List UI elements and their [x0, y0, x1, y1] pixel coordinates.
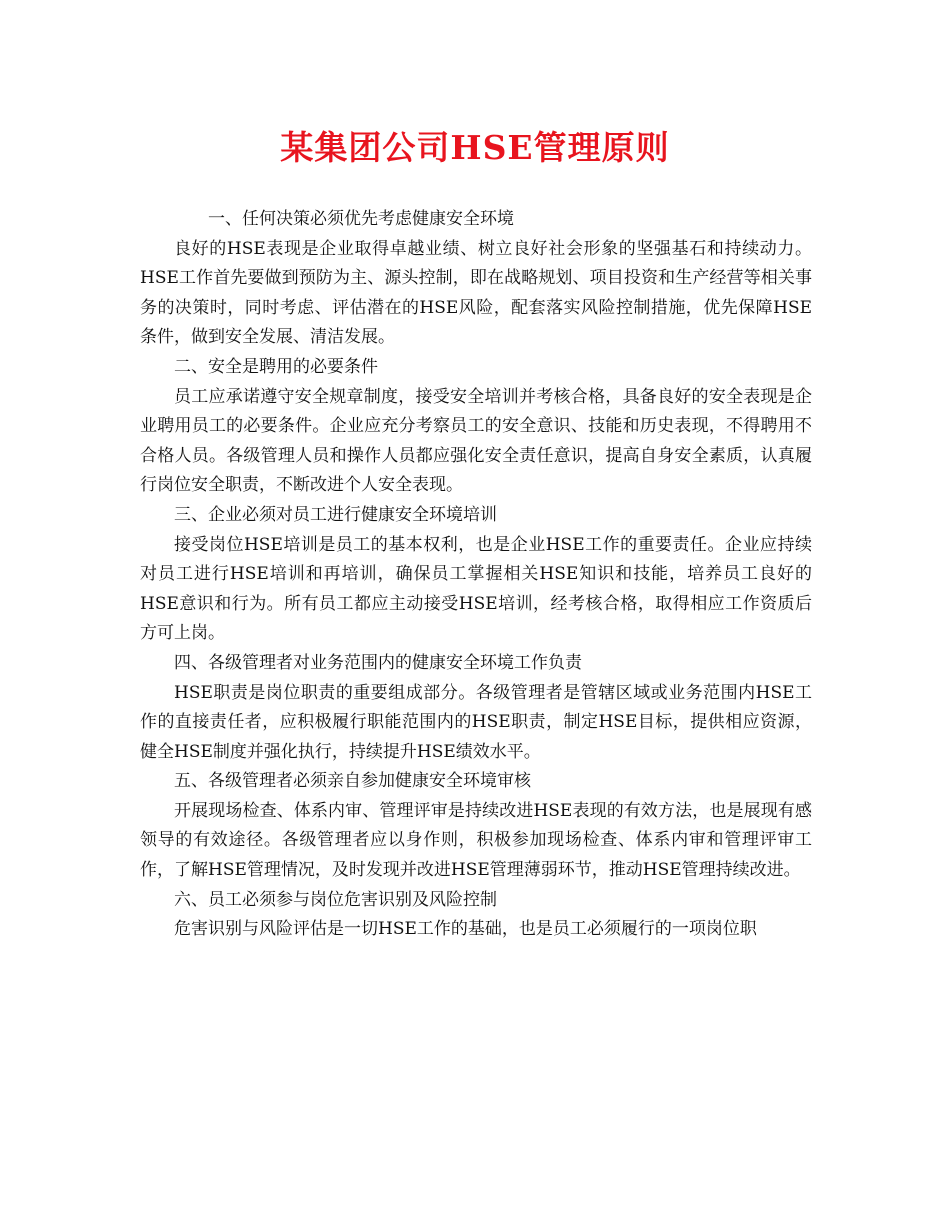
section-heading-3: 三、企业必须对员工进行健康安全环境培训 [174, 504, 497, 525]
section-heading-5: 五、各级管理者必须亲自参加健康安全环境审核 [174, 771, 531, 792]
section-body-6: 危害识别与风险评估是一切HSE工作的基础，也是员工必须履行的一项岗位职 [174, 919, 757, 940]
section-body-4: HSE职责是岗位职责的重要组成部分。各级管理者是管辖区域或业务范围内HSE工作的直接责任者，应积极履行职能范围内的HSE职责，制定HSE目标，提供相应资源，健全HSE制度并强化执行，持续提升HSE绩效水平。 [140, 682, 812, 762]
document-title: 某集团公司HSE管理原则 [280, 128, 670, 167]
section-heading-1: 一、任何决策必须优先考虑健康安全环境 [208, 209, 514, 229]
section-body-3: 接受岗位HSE培训是员工的基本权利，也是企业HSE工作的重要责任。企业应持续对员工进行HSE培训和再培训，确保员工掌握相关HSE知识和技能，培养员工良好的HSE意识和行为。所有员工都应主动接受HSE培训，经考核合格，取得相应工作资质后方可上岗。 [140, 534, 812, 644]
section-body-2: 员工应承诺遵守安全规章制度，接受安全培训并考核合格，具备良好的安全表现是企业聘用员工的必要条件。企业应充分考察员工的安全意识、技能和历史表现，不得聘用不合格人员。各级管理人员和操作人员都应强化安全责任意识，提高自身安全素质，认真履行岗位安全职责，不断改进个人安全表现。 [140, 386, 812, 496]
section-body-5: 开展现场检查、体系内审、管理评审是持续改进HSE表现的有效方法，也是展现有感领导的有效途径。各级管理者应以身作则，积极参加现场检查、体系内审和管理评审工作，了解HSE管理情况，及时发现并改进HSE管理薄弱环节，推动HSE管理持续改进。 [140, 800, 812, 881]
document-body [140, 205, 812, 945]
section-heading-6: 六、员工必须参与岗位危害识别及风险控制 [174, 889, 497, 910]
section-heading-4: 四、各级管理者对业务范围内的健康安全环境工作负责 [174, 652, 582, 673]
section-heading-2: 二、安全是聘用的必要条件 [174, 356, 378, 377]
section-body-1: 良好的HSE表现是企业取得卓越业绩、树立良好社会形象的坚强基石和持续动力。HSE工作首先要做到预防为主、源头控制，即在战略规划、项目投资和生产经营等相关事务的决策时，同时考虑、评估潜在的HSE风险，配套落实风险控制措施，优先保障HSE条件，做到安全发展、清洁发展。 [140, 238, 812, 348]
